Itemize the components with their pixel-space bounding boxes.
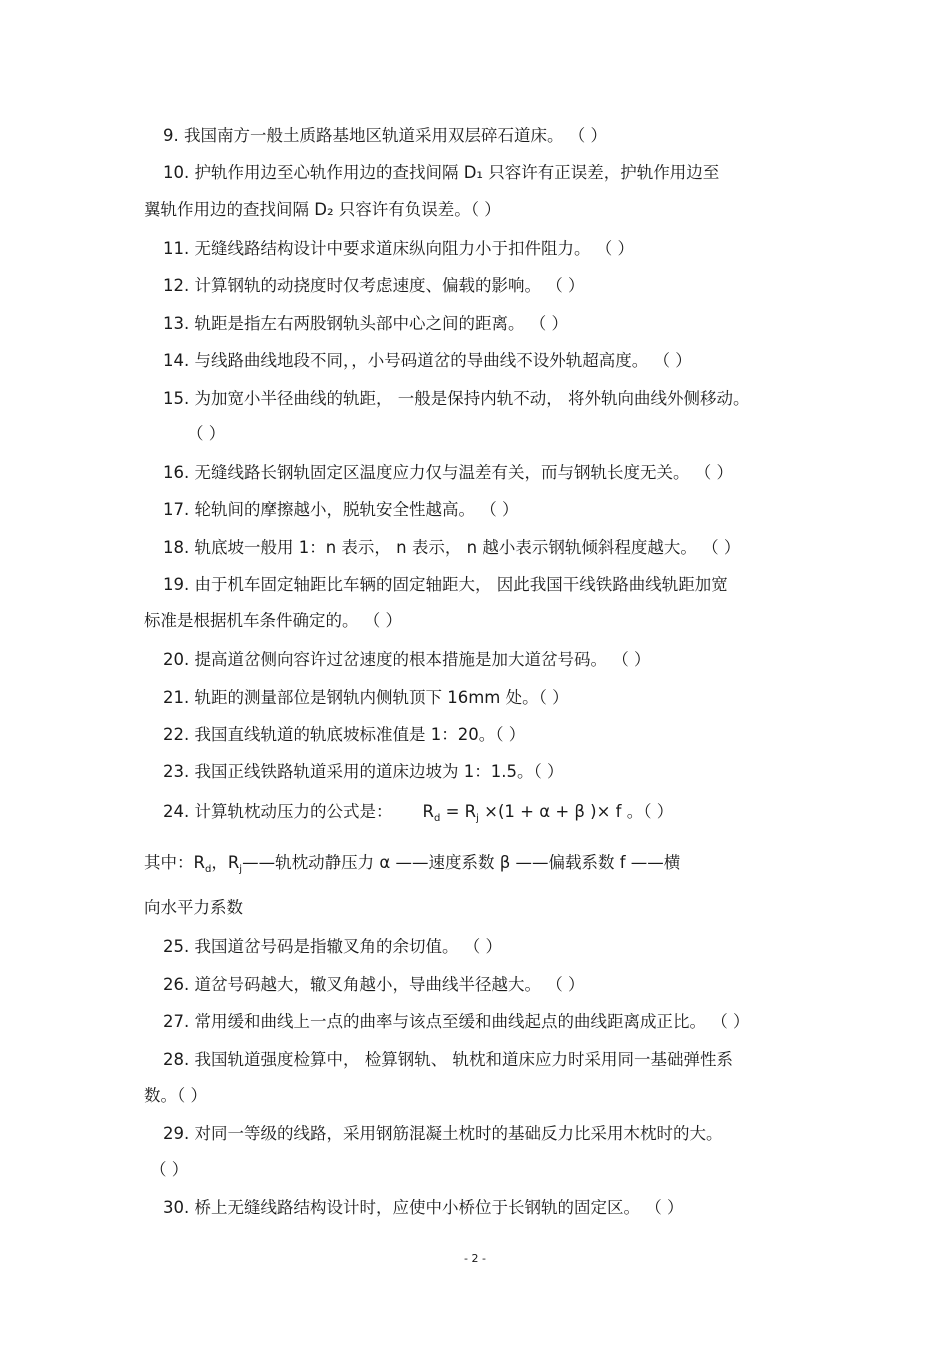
page-number: - 2 - (464, 1252, 486, 1265)
question-9: 9. 我国南方一般土质路基地区轨道采用双层碎石道床。 （ ） (163, 126, 607, 145)
question-16: 16. 无缝线路长钢轨固定区温度应力仅与温差有关，而与钢轨长度无关。 （ ） (163, 463, 733, 482)
legend-sub-j: j (239, 864, 243, 875)
question-29-line-1: 29. 对同一等级的线路，采用钢筋混凝土枕时的基础反力比采用木枕时的大。 (163, 1124, 723, 1143)
question-28-line-1: 28. 我国轨道强度检算中， 检算钢轨、 轨枕和道床应力时采用同一基础弹性系 (163, 1050, 733, 1069)
question-10-line-2: 翼轨作用边的查找间隔 D₂ 只容许有负误差。（ ） (144, 200, 501, 219)
question-13: 13. 轨距是指左右两股钢轨头部中心之间的距离。 （ ） (163, 314, 568, 333)
question-26: 26. 道岔号码越大，辙叉角越小，导曲线半径越大。 （ ） (163, 975, 585, 994)
question-21: 21. 轨距的测量部位是钢轨内侧轨顶下 16mm 处。（ ） (163, 688, 569, 707)
question-28-line-2: 数。（ ） (144, 1086, 207, 1105)
question-18: 18. 轨底坡一般用 1：n 表示， n 表示， n 越小表示钢轨倾斜程度越大。 （ ） (163, 538, 741, 557)
legend-sub-d: d (204, 864, 212, 875)
question-17: 17. 轮轨间的摩擦越小，脱轨安全性越高。 （ ） (163, 500, 519, 519)
question-15-line-2: （ ） (187, 424, 226, 443)
formula-expression: ×(1 + α + β )× f 。（ ） (478, 802, 674, 821)
formula-r: R (422, 802, 434, 821)
legend-prefix: 其中：R (144, 853, 205, 872)
question-27: 27. 常用缓和曲线上一点的曲率与该点至缓和曲线起点的曲线距离成正比。 （ ） (163, 1012, 750, 1031)
formula-legend-line-2: 向水平力系数 (144, 898, 243, 917)
formula-equals: = R (440, 802, 477, 821)
question-24 (163, 801, 673, 826)
question-24-text: 24. 计算轨枕动压力的公式是： (163, 802, 393, 821)
legend-rest: ——轨枕动静压力 α ——速度系数 β ——偏载系数 f ——横 (242, 853, 681, 872)
question-25: 25. 我国道岔号码是指辙叉角的余切值。 （ ） (163, 937, 502, 956)
question-14: 14. 与线路曲线地段不同，，小号码道岔的导曲线不设外轨超高度。 （ ） (163, 351, 692, 370)
question-29-line-2: （ ） (150, 1160, 189, 1179)
question-10-line-1: 10. 护轨作用边至心轨作用边的查找间隔 D₁ 只容许有正误差，护轨作用边至 (163, 163, 720, 182)
question-20: 20. 提高道岔侧向容许过岔速度的根本措施是加大道岔号码。 （ ） (163, 650, 651, 669)
question-30: 30. 桥上无缝线路结构设计时，应使中小桥位于长钢轨的固定区。 （ ） (163, 1198, 684, 1217)
question-15-line-1: 15. 为加宽小半径曲线的轨距， 一般是保持内轨不动， 将外轨向曲线外侧移动。 (163, 389, 750, 408)
question-23: 23. 我国正线铁路轨道采用的道床边坡为 1：1.5。（ ） (163, 762, 564, 781)
question-22: 22. 我国直线轨道的轨底坡标准值是 1：20。（ ） (163, 725, 526, 744)
formula-sub-j: j (476, 813, 479, 824)
question-19-line-2: 标准是根据机车条件确定的。 （ ） (144, 611, 402, 630)
question-12: 12. 计算钢轨的动挠度时仅考虑速度、偏载的影响。 （ ） (163, 276, 585, 295)
question-11: 11. 无缝线路结构设计中要求道床纵向阻力小于扣件阻力。 （ ） (163, 239, 634, 258)
formula-legend (144, 852, 680, 877)
question-19-line-1: 19. 由于机车固定轴距比车辆的固定轴距大， 因此我国干线铁路曲线轨距加宽 (163, 575, 728, 594)
legend-middle: ，R (211, 853, 240, 872)
formula-sub-d: d (433, 813, 441, 824)
